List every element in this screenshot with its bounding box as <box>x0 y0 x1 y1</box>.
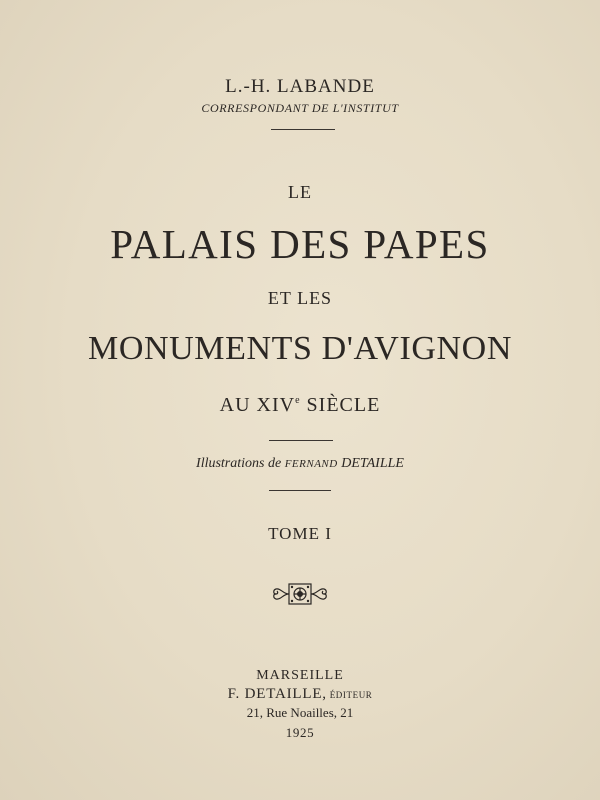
author-affiliation: CORRESPONDANT DE L'INSTITUT <box>201 101 399 115</box>
divider-rule <box>271 129 335 130</box>
century-suffix: SIÈCLE <box>300 394 381 416</box>
title-connector: ET LES <box>267 288 333 308</box>
volume-label: TOME I <box>268 524 332 543</box>
divider-rule <box>269 490 331 491</box>
publisher-name: F. DETAILLE, <box>227 686 327 702</box>
publication-city: MARSEILLE <box>256 668 344 683</box>
century-superscript: e <box>295 395 301 406</box>
century-subtitle <box>0 394 600 417</box>
illustration-prefix: Illustrations de <box>196 456 285 471</box>
fleuron-ornament-icon <box>272 581 328 607</box>
main-title: PALAIS DES PAPES <box>110 221 490 267</box>
publisher-role: ÉDITEUR <box>326 690 373 700</box>
title-article: LE <box>288 182 312 202</box>
secondary-title: MONUMENTS D'AVIGNON <box>88 330 512 367</box>
illustrator-last-name: DETAILLE <box>337 456 404 471</box>
publisher-line <box>0 686 600 703</box>
publication-year: 1925 <box>285 725 315 740</box>
illustrator-first-name: FERNAND <box>284 458 338 470</box>
illustration-credit <box>0 456 600 472</box>
century-prefix: AU XIV <box>219 394 296 416</box>
divider-rule <box>269 440 333 441</box>
author-name: L.-H. LABANDE <box>225 76 375 97</box>
publisher-address: 21, Rue Noailles, 21 <box>246 705 354 720</box>
